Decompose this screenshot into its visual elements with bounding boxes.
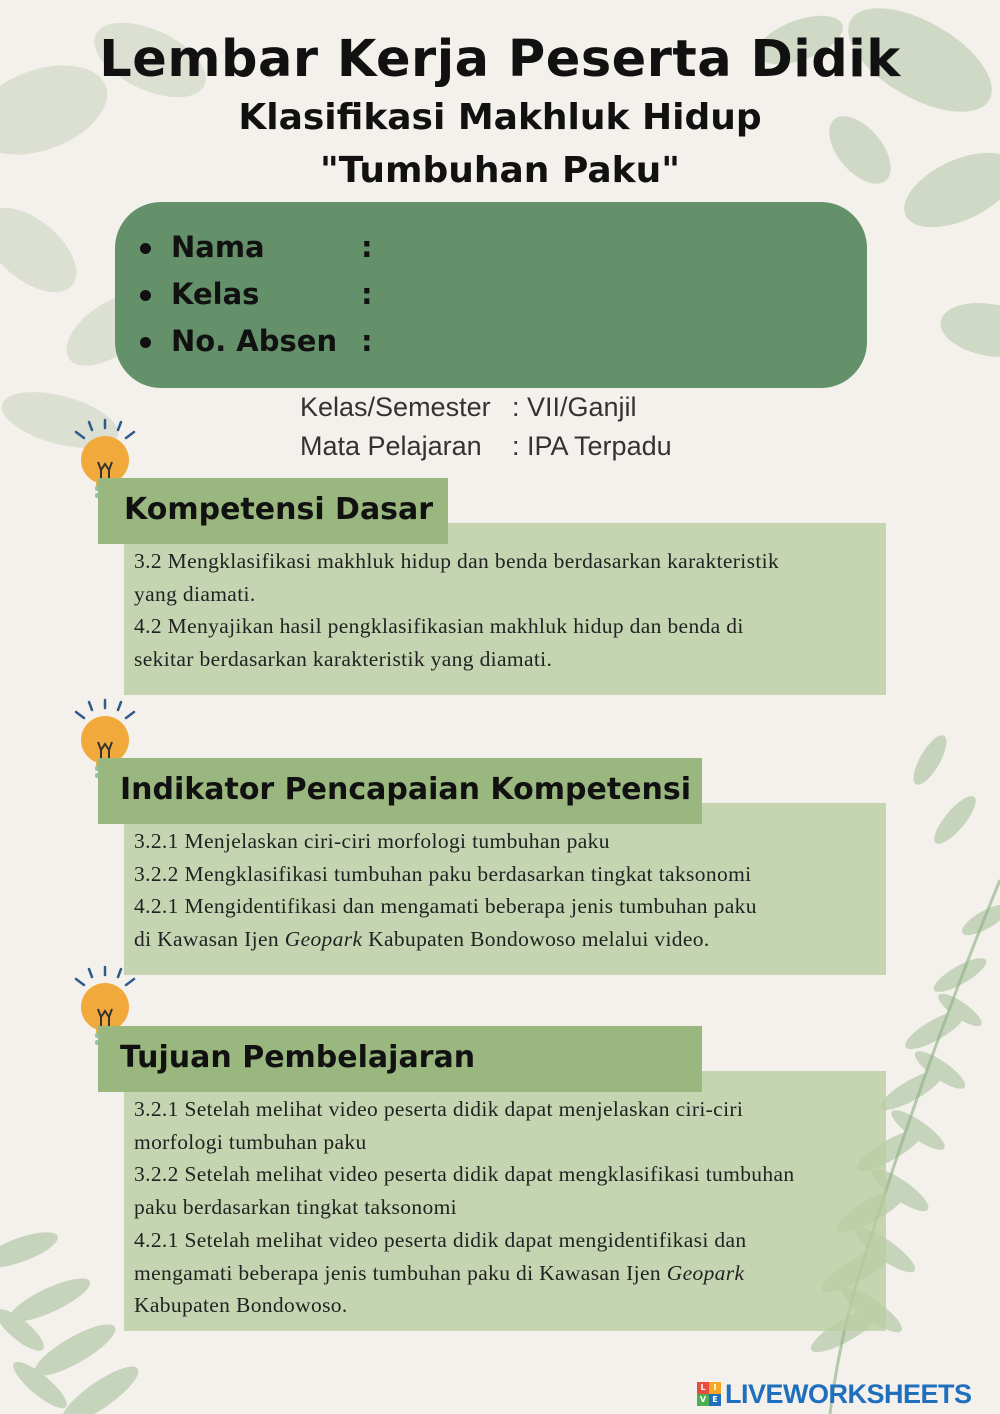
section-content-tujuan: [124, 1071, 886, 1331]
section-title-bar: [98, 758, 702, 824]
section-title-kompetensi-dasar: Kompetensi Dasar: [124, 492, 434, 527]
logo-letter: I: [709, 1382, 721, 1394]
section-line: [134, 1257, 880, 1290]
section-line: yang diamati.: [134, 581, 256, 606]
section-line: 3.2.2 Setelah melihat video peserta didik dapat mengklasifikasi tumbuhan: [134, 1162, 795, 1187]
section-content-indikator: [124, 803, 886, 975]
section-title-tujuan: Tujuan Pembelajaran: [120, 1040, 476, 1075]
meta-value: : VII/Ganjil: [512, 392, 637, 422]
line-text: mengamati beberapa jenis tumbuhan paku di Kawasan Ijen: [134, 1260, 667, 1285]
line-text: di Kawasan Ijen: [134, 927, 285, 952]
identity-label-class: Kelas: [171, 277, 260, 311]
identity-row-number[interactable]: [140, 321, 373, 361]
meta-value: : IPA Terpadu: [512, 431, 672, 461]
section-title-bar: [98, 478, 448, 544]
identity-separator: :: [361, 324, 373, 358]
identity-separator: :: [361, 277, 373, 311]
section-line: morfologi tumbuhan paku: [134, 1129, 367, 1154]
logo-letter: E: [709, 1394, 721, 1406]
line-italic: Geopark: [666, 1260, 745, 1285]
page-title: Lembar Kerja Peserta Didik: [99, 30, 901, 89]
logo-letter: L: [697, 1382, 709, 1394]
section-line: 3.2.1 Setelah melihat video peserta didik dapat menjelaskan ciri-ciri: [134, 1097, 744, 1121]
section-line: 3.2.1 Menjelaskan ciri-ciri morfologi tumbuhan paku: [134, 829, 610, 853]
identity-label-number: No. Absen: [171, 324, 338, 358]
section-line: 3.2.2 Mengklasifikasi tumbuhan paku berdasarkan tingkat taksonomi: [134, 861, 752, 886]
meta-key: Mata Pelajaran: [300, 431, 482, 461]
identity-separator: :: [361, 230, 373, 264]
bullet-icon: [140, 337, 151, 348]
section-line: 3.2 Mengklasifikasi makhluk hidup dan benda berdasarkan karakteristik: [134, 549, 780, 573]
section-line: 4.2 Menyajikan hasil pengklasifikasian makhluk hidup dan benda di: [134, 614, 744, 639]
section-line: 4.2.1 Setelah melihat video peserta didik dapat mengidentifikasi dan: [134, 1227, 747, 1252]
section-line: 4.2.1 Mengidentifikasi dan mengamati beberapa jenis tumbuhan paku: [134, 894, 757, 919]
identity-row-name[interactable]: [140, 227, 373, 267]
meta-row-class-semester: [300, 392, 637, 423]
section-line: [134, 923, 880, 956]
logo-letter: V: [697, 1394, 709, 1406]
identity-label-name: Nama: [171, 230, 265, 264]
liveworksheets-brand[interactable]: [697, 1378, 972, 1409]
section-line: paku berdasarkan tingkat taksonomi: [134, 1195, 457, 1220]
section-line: Kabupaten Bondowoso.: [134, 1293, 348, 1318]
topic-title: "Tumbuhan Paku": [319, 150, 681, 191]
liveworksheets-logo-icon: [697, 1382, 721, 1406]
line-italic: Geopark: [284, 927, 363, 952]
brand-name: LIVEWORKSHEETS: [725, 1378, 972, 1409]
section-title-bar: [98, 1026, 702, 1092]
meta-key: Kelas/Semester: [300, 392, 491, 422]
section-line: sekitar berdasarkan karakteristik yang diamati.: [134, 647, 553, 672]
bullet-icon: [140, 243, 151, 254]
meta-row-subject: [300, 431, 672, 462]
line-text: Kabupaten Bondowoso melalui video.: [362, 927, 710, 952]
bullet-icon: [140, 290, 151, 301]
identity-row-class[interactable]: [140, 274, 373, 314]
section-title-indikator: Indikator Pencapaian Kompetensi: [120, 772, 692, 807]
page-subtitle: Klasifikasi Makhluk Hidup: [238, 97, 762, 138]
section-content-kompetensi-dasar: [124, 523, 886, 695]
